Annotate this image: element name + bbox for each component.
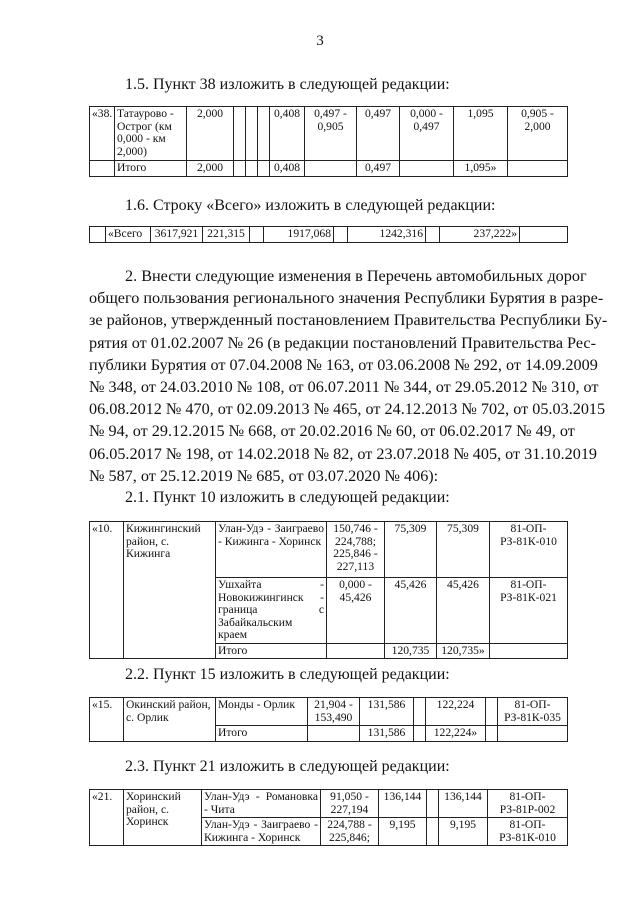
cell-road: Монды - Орлик	[216, 698, 308, 726]
cell-value: 131,586	[360, 726, 414, 742]
cell-km: 21,904 - 153,490	[308, 698, 360, 726]
cell-value: 0,408	[270, 161, 305, 177]
cell-code: 81-ОП-РЗ-81К-035	[498, 698, 568, 726]
cell-code: 81-ОП-РЗ-81К-021	[490, 578, 568, 644]
cell-empty	[258, 107, 270, 161]
cell-empty	[490, 643, 568, 659]
cell-value: 1242,316	[348, 227, 426, 243]
cell-value: 0,408	[270, 107, 305, 161]
cell-value: 120,735»	[437, 643, 490, 659]
table-item-38	[89, 106, 568, 177]
cell-value: 122,224»	[426, 726, 486, 742]
paragraph-line: 06.05.2017 № 198, от 14.02.2018 № 82, от 23.07.2018 № 405, от 31.10.2019	[89, 444, 598, 463]
table-item-21	[89, 789, 568, 846]
cell-value: 1917,068	[264, 227, 334, 243]
heading-1-5: 1.5. Пункт 38 изложить в следующей редакции:	[125, 76, 450, 93]
cell-road: Ушхайта - Новокижингинск - граница с Забайкальским краем	[216, 578, 327, 644]
cell-empty	[234, 107, 246, 161]
cell-empty	[246, 107, 258, 161]
cell-value: 120,735	[385, 643, 437, 659]
cell-empty	[308, 726, 360, 742]
cell-value: 0,497	[357, 161, 400, 177]
table-row	[90, 698, 568, 726]
heading-2-1: 2.1. Пункт 10 изложить в следующей редакции:	[125, 489, 450, 506]
table-row	[90, 522, 568, 578]
cell-empty	[334, 227, 348, 243]
heading-1-6: 1.6. Строку «Всего» изложить в следующей редакции:	[125, 197, 496, 214]
cell-value: 1,095	[454, 107, 508, 161]
cell-code: 81-ОП-РЗ-81К-010	[490, 522, 568, 578]
cell-km: 91,050 - 227,194	[321, 790, 379, 818]
cell-value: 136,144	[379, 790, 427, 818]
cell-empty	[90, 227, 106, 243]
paragraph-line: 06.08.2012 № 470, от 02.09.2013 № 465, от 24.12.2013 № 702, от 05.03.2015	[89, 400, 606, 419]
cell-value: 221,315	[203, 227, 250, 243]
cell-km: 224,788 - 225,846;	[321, 818, 379, 846]
cell-empty	[520, 227, 568, 243]
cell-road: Улан-Удэ - Заиграево - Кижинга - Хоринск	[216, 522, 327, 578]
cell-value: 9,195	[379, 818, 427, 846]
cell-total-label: Итого	[115, 161, 187, 177]
cell-empty	[305, 161, 357, 177]
cell-empty	[414, 698, 426, 726]
cell-code: 81-ОП-РЗ-81К-010	[488, 818, 568, 846]
cell-num: «38.	[90, 107, 115, 161]
cell-district: Окинский район, с. Орлик	[124, 698, 216, 742]
heading-2-2: 2.2. Пункт 15 изложить в следующей редакции:	[125, 666, 450, 683]
cell-value: 131,586	[360, 698, 414, 726]
table-row	[90, 107, 568, 161]
cell-empty	[90, 161, 115, 177]
table-row	[90, 790, 568, 818]
paragraph-line: 2. Внести следующие изменения в Перечень автомобильных дорог	[125, 267, 587, 285]
cell-total-label: Итого	[216, 643, 327, 659]
cell-value: 0,497 - 0,905	[305, 107, 357, 161]
cell-empty	[327, 643, 385, 659]
cell-empty	[486, 698, 498, 726]
cell-empty	[250, 227, 264, 243]
cell-empty	[414, 726, 426, 742]
cell-road: Улан-Удэ - Заиграево - Кижинга - Хоринск	[202, 818, 321, 846]
cell-empty	[508, 161, 568, 177]
cell-value: 0,000 - 0,497	[400, 107, 454, 161]
cell-value: 45,426	[437, 578, 490, 644]
cell-road: Улан-Удэ - Романовка - Чита	[202, 790, 321, 818]
cell-value: 1,095»	[454, 161, 508, 177]
cell-value: 136,144	[439, 790, 488, 818]
table-item-15	[89, 697, 568, 742]
cell-num: «21.	[90, 790, 124, 846]
paragraph-line: № 94, от 29.12.2015 № 668, от 20.02.2016 № 60, от 06.02.2017 № 49, от	[89, 422, 575, 441]
cell-empty	[498, 726, 568, 742]
page-number: 3	[316, 33, 324, 49]
cell-empty	[486, 726, 498, 742]
cell-empty	[427, 818, 439, 846]
cell-num: «10.	[90, 522, 124, 659]
paragraph-line: публики Бурятия от 07.04.2008 № 163, от 03.06.2008 № 292, от 14.09.2009	[89, 355, 598, 374]
cell-road: Татаурово - Острог (км 0,000 - км 2,000)	[115, 107, 187, 161]
cell-km: 0,000 - 45,426	[327, 578, 385, 644]
cell-km: 150,746 - 224,788; 225,846 - 227,113	[327, 522, 385, 578]
cell-district: Хоринский район, с. Хоринск	[124, 790, 202, 846]
cell-code: 81-ОП-РЗ-81Р-002	[488, 790, 568, 818]
cell-district: Кижингинский район, с. Кижинга	[124, 522, 216, 659]
cell-value: 9,195	[439, 818, 488, 846]
cell-total-label: «Всего	[106, 227, 151, 243]
cell-empty	[258, 161, 270, 177]
paragraph-line: общего пользования регионального значения Республики Бурятия в разре-	[89, 289, 604, 308]
paragraph-line: рятия от 01.02.2007 № 26 (в редакции постановлений Правительства Рес-	[89, 333, 597, 352]
table-total	[89, 226, 568, 243]
cell-value: 237,222»	[440, 227, 520, 243]
paragraph-line: № 587, от 25.12.2019 № 685, от 03.07.2020 № 406):	[89, 466, 439, 485]
cell-value: 75,309	[437, 522, 490, 578]
cell-empty	[234, 161, 246, 177]
main-paragraph	[89, 265, 608, 487]
cell-value: 0,905 - 2,000	[508, 107, 568, 161]
paragraph-line: № 348, от 24.03.2010 № 108, от 06.07.2011 № 344, от 29.05.2012 № 310, от	[89, 378, 599, 397]
cell-empty	[246, 161, 258, 177]
cell-value: 2,000	[187, 107, 234, 161]
cell-value: 45,426	[385, 578, 437, 644]
cell-empty	[400, 161, 454, 177]
cell-value: 122,224	[426, 698, 486, 726]
table-row	[90, 227, 568, 243]
cell-num: «15.	[90, 698, 124, 742]
cell-value: 0,497	[357, 107, 400, 161]
heading-2-3: 2.3. Пункт 21 изложить в следующей редакции:	[125, 758, 450, 775]
cell-empty	[426, 227, 440, 243]
cell-total-label: Итого	[216, 726, 308, 742]
paragraph-line: зе районов, утвержденный постановлением Правительства Республики Бу-	[89, 311, 608, 330]
cell-value: 3617,921	[151, 227, 203, 243]
cell-empty	[427, 790, 439, 818]
cell-value: 2,000	[187, 161, 234, 177]
table-row	[90, 161, 568, 177]
table-item-10	[89, 521, 568, 659]
cell-value: 75,309	[385, 522, 437, 578]
